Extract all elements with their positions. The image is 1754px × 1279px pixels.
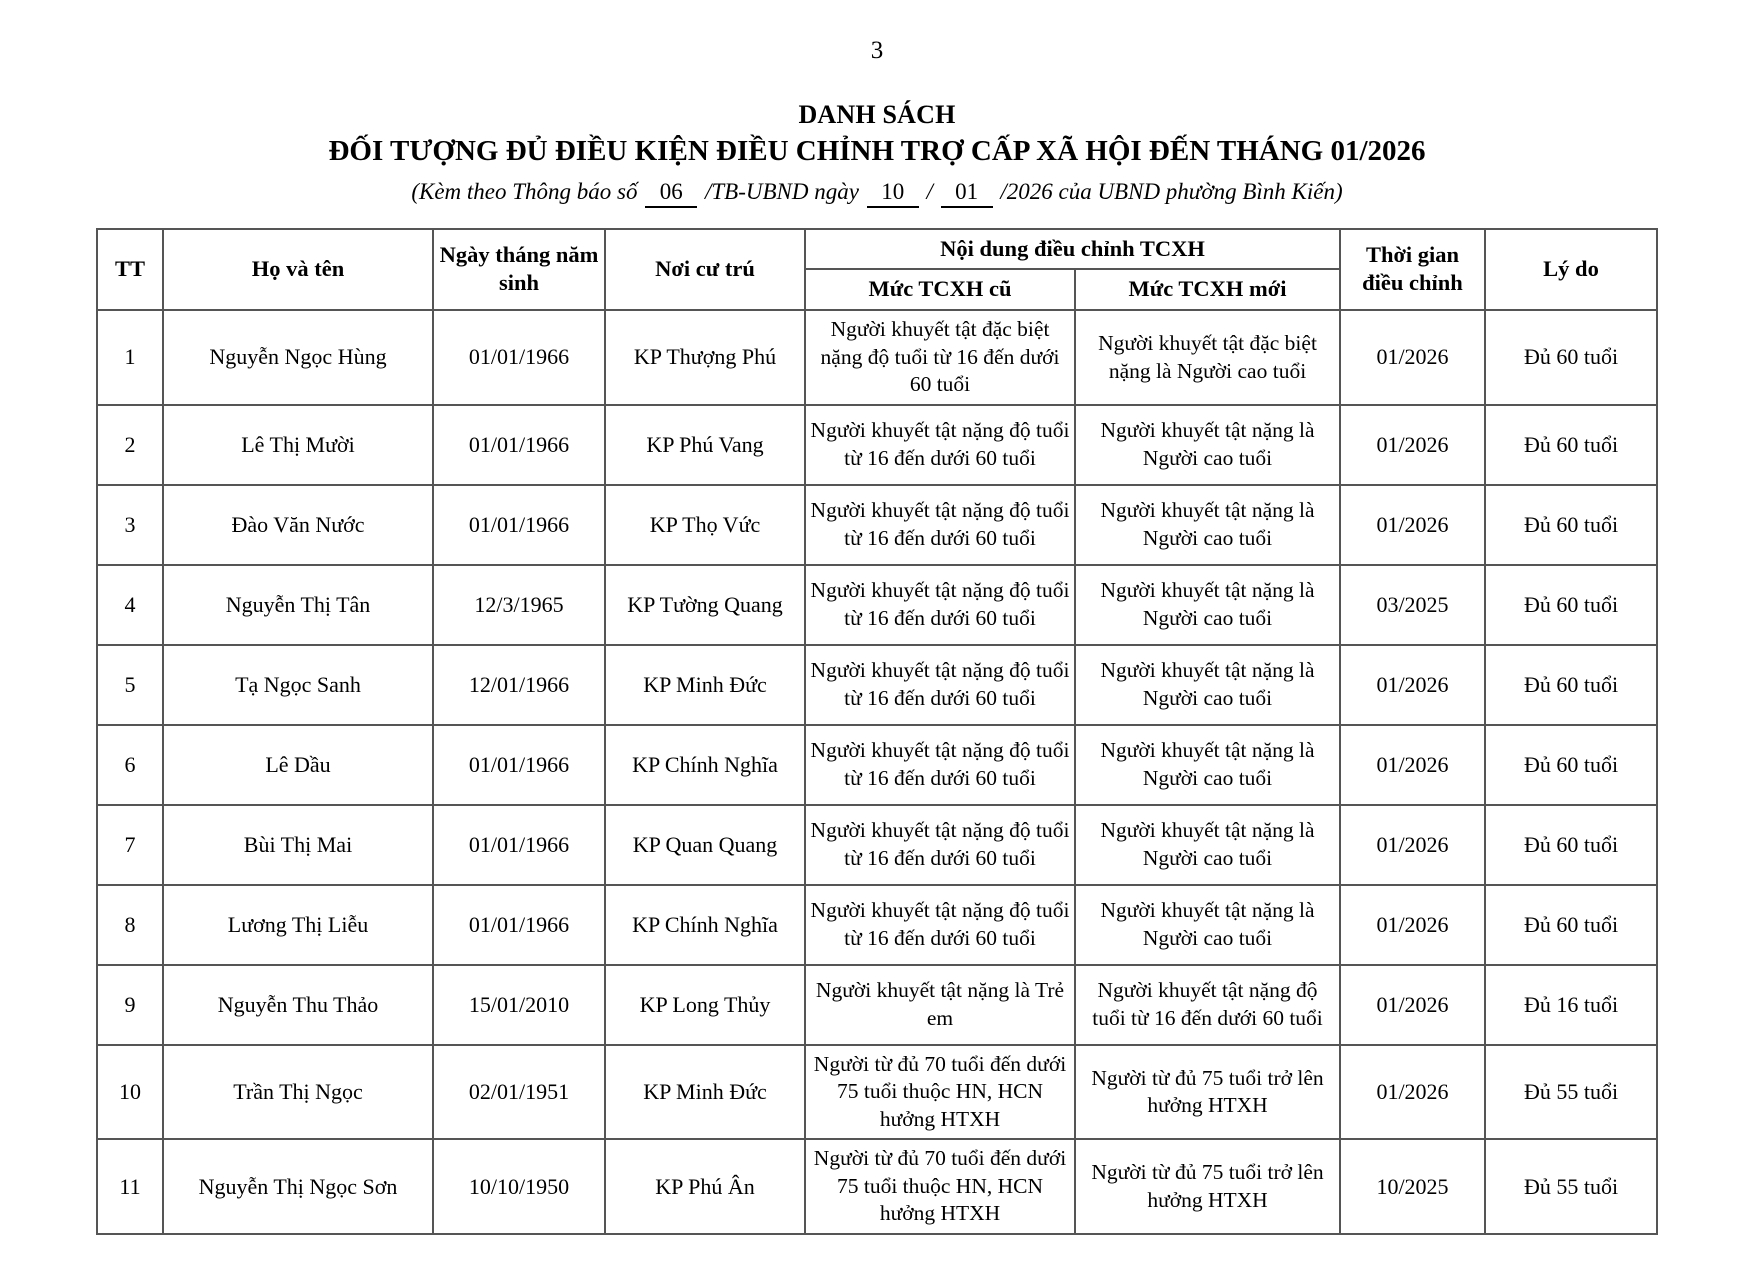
- notice-number: 06: [659, 179, 683, 205]
- cell-time: 01/2026: [1340, 485, 1485, 565]
- cell-address: KP Minh Đức: [605, 645, 805, 725]
- table-header-row-1: [97, 229, 1657, 270]
- cell-time: 01/2026: [1340, 310, 1485, 405]
- cell-old-level: Người khuyết tật nặng độ tuổi từ 16 đến dưới 60 tuổi: [805, 405, 1075, 485]
- cell-new-level: Người từ đủ 75 tuổi trở lên hưởng HTXH: [1075, 1139, 1340, 1234]
- cell-dob: 01/01/1966: [433, 485, 605, 565]
- cell-tt: 7: [97, 805, 163, 885]
- cell-new-level: Người khuyết tật nặng là Người cao tuổi: [1075, 565, 1340, 645]
- cell-dob: 01/01/1966: [433, 310, 605, 405]
- cell-name: Bùi Thị Mai: [163, 805, 433, 885]
- cell-reason: Đủ 60 tuổi: [1485, 565, 1657, 645]
- subtitle-prefix: (Kèm theo Thông báo số: [411, 179, 638, 205]
- cell-name: Lê Thị Mười: [163, 405, 433, 485]
- cell-name: Lương Thị Liễu: [163, 885, 433, 965]
- cell-dob: 01/01/1966: [433, 805, 605, 885]
- cell-time: 01/2026: [1340, 885, 1485, 965]
- cell-old-level: Người từ đủ 70 tuổi đến dưới 75 tuổi thuộc HN, HCN hưởng HTXH: [805, 1139, 1075, 1234]
- table-row: [97, 885, 1657, 965]
- column-header-reason: Lý do: [1485, 229, 1657, 311]
- cell-dob: 01/01/1966: [433, 405, 605, 485]
- cell-new-level: Người từ đủ 75 tuổi trở lên hưởng HTXH: [1075, 1045, 1340, 1140]
- cell-reason: Đủ 60 tuổi: [1485, 885, 1657, 965]
- cell-old-level: Người khuyết tật nặng độ tuổi từ 16 đến dưới 60 tuổi: [805, 725, 1075, 805]
- cell-name: Nguyễn Thu Thảo: [163, 965, 433, 1045]
- cell-old-level: Người khuyết tật nặng độ tuổi từ 16 đến dưới 60 tuổi: [805, 645, 1075, 725]
- cell-dob: 01/01/1966: [433, 885, 605, 965]
- table-row: [97, 1139, 1657, 1234]
- table-row: [97, 310, 1657, 405]
- cell-reason: Đủ 16 tuổi: [1485, 965, 1657, 1045]
- cell-tt: 8: [97, 885, 163, 965]
- cell-dob: 02/01/1951: [433, 1045, 605, 1140]
- column-header-time: Thời gian điều chỉnh: [1340, 229, 1485, 311]
- cell-name: Tạ Ngọc Sanh: [163, 645, 433, 725]
- cell-tt: 3: [97, 485, 163, 565]
- notice-month: 01: [955, 179, 979, 205]
- cell-time: 01/2026: [1340, 1045, 1485, 1140]
- cell-old-level: Người khuyết tật nặng độ tuổi từ 16 đến dưới 60 tuổi: [805, 885, 1075, 965]
- cell-address: KP Thọ Vức: [605, 485, 805, 565]
- cell-address: KP Long Thủy: [605, 965, 805, 1045]
- cell-address: KP Phú Vang: [605, 405, 805, 485]
- cell-tt: 1: [97, 310, 163, 405]
- cell-address: KP Quan Quang: [605, 805, 805, 885]
- cell-tt: 2: [97, 405, 163, 485]
- document-title-line1: DANH SÁCH: [798, 100, 956, 129]
- subtitle-mid-1: /TB-UBND ngày: [704, 179, 859, 205]
- cell-time: 01/2026: [1340, 645, 1485, 725]
- document-title-block: [0, 99, 1754, 206]
- column-header-address: Nơi cư trú: [605, 229, 805, 311]
- table-row: [97, 1045, 1657, 1140]
- table-row: [97, 565, 1657, 645]
- document-subtitle: [0, 178, 1754, 206]
- cell-name: Đào Văn Nước: [163, 485, 433, 565]
- cell-dob: 10/10/1950: [433, 1139, 605, 1234]
- cell-old-level: Người khuyết tật nặng là Trẻ em: [805, 965, 1075, 1045]
- column-header-name: Họ và tên: [163, 229, 433, 311]
- cell-address: KP Minh Đức: [605, 1045, 805, 1140]
- cell-old-level: Người khuyết tật đặc biệt nặng độ tuổi từ 16 đến dưới 60 tuổi: [805, 310, 1075, 405]
- table-header: [97, 229, 1657, 311]
- cell-address: KP Thượng Phú: [605, 310, 805, 405]
- page-number: 3: [870, 37, 884, 64]
- cell-time: 03/2025: [1340, 565, 1485, 645]
- cell-reason: Đủ 55 tuổi: [1485, 1139, 1657, 1234]
- cell-name: Nguyễn Ngọc Hùng: [163, 310, 433, 405]
- cell-reason: Đủ 60 tuổi: [1485, 485, 1657, 565]
- cell-new-level: Người khuyết tật nặng là Người cao tuổi: [1075, 405, 1340, 485]
- cell-name: Nguyễn Thị Tân: [163, 565, 433, 645]
- cell-old-level: Người khuyết tật nặng độ tuổi từ 16 đến dưới 60 tuổi: [805, 485, 1075, 565]
- table-row: [97, 805, 1657, 885]
- cell-time: 01/2026: [1340, 405, 1485, 485]
- cell-dob: 12/01/1966: [433, 645, 605, 725]
- cell-new-level: Người khuyết tật nặng là Người cao tuổi: [1075, 725, 1340, 805]
- cell-time: 10/2025: [1340, 1139, 1485, 1234]
- cell-new-level: Người khuyết tật nặng độ tuổi từ 16 đến dưới 60 tuổi: [1075, 965, 1340, 1045]
- table-row: [97, 965, 1657, 1045]
- cell-tt: 6: [97, 725, 163, 805]
- cell-tt: 9: [97, 965, 163, 1045]
- table-row: [97, 485, 1657, 565]
- column-header-content-group: Nội dung điều chỉnh TCXH: [805, 229, 1340, 270]
- subtitle-mid-2: /2026 của UBND phường Bình Kiến): [1000, 179, 1343, 205]
- cell-address: KP Phú Ân: [605, 1139, 805, 1234]
- cell-old-level: Người từ đủ 70 tuổi đến dưới 75 tuổi thuộc HN, HCN hưởng HTXH: [805, 1045, 1075, 1140]
- cell-name: Trần Thị Ngọc: [163, 1045, 433, 1140]
- cell-reason: Đủ 60 tuổi: [1485, 645, 1657, 725]
- cell-name: Lê Dầu: [163, 725, 433, 805]
- cell-address: KP Tường Quang: [605, 565, 805, 645]
- cell-time: 01/2026: [1340, 965, 1485, 1045]
- cell-reason: Đủ 60 tuổi: [1485, 805, 1657, 885]
- cell-new-level: Người khuyết tật nặng là Người cao tuổi: [1075, 805, 1340, 885]
- subtitle-slash: /: [926, 179, 933, 205]
- cell-old-level: Người khuyết tật nặng độ tuổi từ 16 đến dưới 60 tuổi: [805, 805, 1075, 885]
- table-row: [97, 645, 1657, 725]
- cell-time: 01/2026: [1340, 805, 1485, 885]
- cell-dob: 15/01/2010: [433, 965, 605, 1045]
- cell-address: KP Chính Nghĩa: [605, 725, 805, 805]
- document-page: [0, 38, 1754, 1279]
- cell-reason: Đủ 60 tuổi: [1485, 725, 1657, 805]
- cell-new-level: Người khuyết tật đặc biệt nặng là Người cao tuổi: [1075, 310, 1340, 405]
- cell-new-level: Người khuyết tật nặng là Người cao tuổi: [1075, 485, 1340, 565]
- cell-dob: 12/3/1965: [433, 565, 605, 645]
- cell-name: Nguyễn Thị Ngọc Sơn: [163, 1139, 433, 1234]
- cell-tt: 11: [97, 1139, 163, 1234]
- document-title-line2: ĐỐI TƯỢNG ĐỦ ĐIỀU KIỆN ĐIỀU CHỈNH TRỢ CẤP XÃ HỘI ĐẾN THÁNG 01/2026: [328, 134, 1426, 167]
- column-header-new-level: Mức TCXH mới: [1075, 269, 1340, 310]
- column-header-old-level: Mức TCXH cũ: [805, 269, 1075, 310]
- cell-new-level: Người khuyết tật nặng là Người cao tuổi: [1075, 645, 1340, 725]
- cell-address: KP Chính Nghĩa: [605, 885, 805, 965]
- column-header-dob: Ngày tháng năm sinh: [433, 229, 605, 311]
- cell-reason: Đủ 60 tuổi: [1485, 310, 1657, 405]
- adjustment-list-table: [96, 228, 1658, 1235]
- column-header-tt: TT: [97, 229, 163, 311]
- cell-new-level: Người khuyết tật nặng là Người cao tuổi: [1075, 885, 1340, 965]
- cell-tt: 4: [97, 565, 163, 645]
- cell-old-level: Người khuyết tật nặng độ tuổi từ 16 đến dưới 60 tuổi: [805, 565, 1075, 645]
- table-body: [97, 310, 1657, 1234]
- cell-dob: 01/01/1966: [433, 725, 605, 805]
- cell-reason: Đủ 60 tuổi: [1485, 405, 1657, 485]
- notice-day: 10: [881, 179, 905, 205]
- cell-tt: 10: [97, 1045, 163, 1140]
- table-row: [97, 725, 1657, 805]
- cell-time: 01/2026: [1340, 725, 1485, 805]
- table-row: [97, 405, 1657, 485]
- cell-tt: 5: [97, 645, 163, 725]
- cell-reason: Đủ 55 tuổi: [1485, 1045, 1657, 1140]
